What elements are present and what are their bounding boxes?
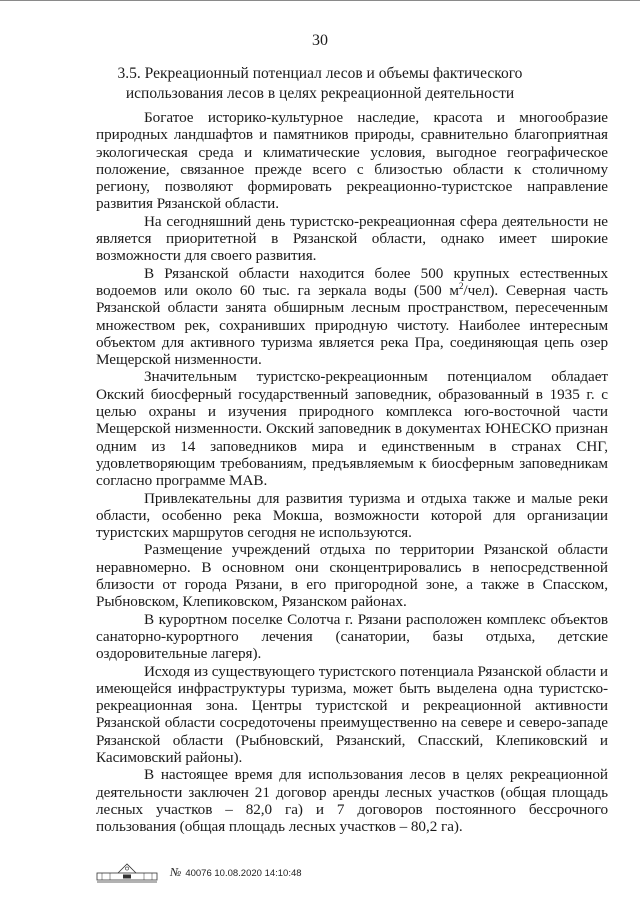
document-footer — [96, 858, 302, 886]
paragraph-oka-reserve: Значительным туристско-рекреационным потенциалом обладает Окский биосферный государственный заповедник, образованный в 1935 г. с целью охраны и изучения природного комплекса юго-восточной части Мещерской низменности. Окский заповедник в документах ЮНЕСКО признан одним из 14 заповедников мира и единственным в странах СНГ, удовлетворяющим требованиям, предъявляемым к биосферным заповедникам согласно программе МАВ. — [96, 368, 608, 490]
paragraph-water-bodies — [96, 265, 608, 369]
water-text-after: /чел). Северная часть Рязанской области занята обширным лесным пространством, пересеченным множеством рек, сохранивших природную чистоту. Наиболее интересным объектом для активного туризма является река Пра, соединяющая цепь озер Мещерской низменности. — [96, 281, 608, 369]
registry-logo-icon — [96, 860, 158, 884]
page-number: 30 — [312, 32, 328, 49]
paragraph-current-state: На сегодняшний день туристско-рекреационная сфера деятельности не является приоритетной в Рязанской области, однако имеет широкие возможности для своего развития. — [96, 212, 608, 265]
document-stamp-text: 40076 10.08.2020 14:10:48 — [185, 867, 302, 879]
number-sign: № — [170, 864, 182, 879]
paragraph-recreation-placement: Размещение учреждений отдыха по территории Рязанской области неравномерно. В основном они сконцентрировались в непосредственной близости от города Рязани, в его пригородной зоне, а также в Спасском, Рыбновском, Клепиковском, Рязанском районах. — [96, 541, 608, 611]
body-text — [96, 109, 608, 835]
document-stamp — [170, 865, 302, 880]
paragraph-tourism-zone: Исходя из существующего туристского потенциала Рязанской области и имеющейся инфраструктуры туризма, может быть выделена одна туристско-рекреационная зона. Центры туристской и рекреационной активности Рязанской области сосредоточены преимущественно на севере и северо-западе Рязанской области (Рыбновский, Рязанский, Спасский, Клепиковский и Касимовский районы). — [96, 662, 608, 766]
superscript-2: 2 — [458, 280, 464, 291]
paragraph-solotcha: В курортном поселке Солотча г. Рязани расположен комплекс объектов санаторно-курортного лечения (санатории, базы отдыха, детские оздоровительные лагеря). — [96, 610, 608, 663]
paragraph-heritage: Богатое историко-культурное наследие, красота и многообразие природных ландшафтов и памятников природы, сравнительно благоприятная экологическая среда и климатические условия, выгодное географическое положение, связанное прежде всего с близостью области к столичному региону, позволяют формировать рекреационно-туристское направление развития Рязанской области. — [96, 109, 608, 213]
paragraph-lease-contracts: В настоящее время для использования лесов в целях рекреационной деятельности заключен 21 договор аренды лесных участков (общая площадь лесных участков – 82,0 га) и 7 договоров постоянного бессрочного пользования (общая площадь лесных участков – 80,2 га). — [96, 766, 608, 836]
water-text-before: В Рязанской области находится более 500 крупных естественных водоемов или около 60 тыс. га зеркала воды (500 м — [96, 264, 608, 299]
section-title: 3.5. Рекреационный потенциал лесов и объемы фактического использования лесов в целях рекреационной деятельности — [117, 65, 523, 102]
paragraph-small-rivers: Привлекательны для развития туризма и отдыха также и малые реки области, особенно река Мокша, возможности которой для организации туристских маршрутов сегодня не используются. — [96, 489, 608, 542]
scan-top-edge — [0, 0, 640, 7]
